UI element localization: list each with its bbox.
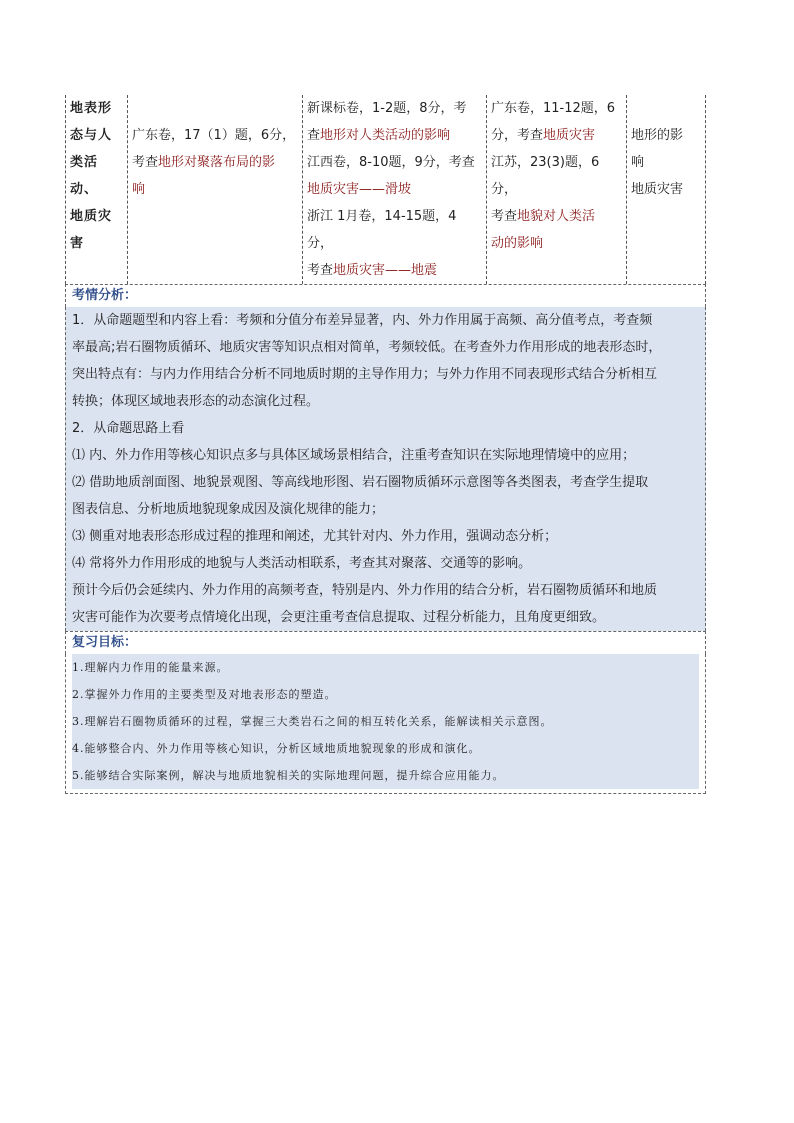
topic-line: 地表形	[70, 101, 113, 116]
year-2025-cell-b	[487, 95, 627, 284]
cell-line: 浙江 1月卷，14-15题，4分，	[307, 209, 457, 251]
goals-heading: 复习目标：	[65, 631, 706, 654]
cell-line: 考查地貌对人类活	[491, 209, 596, 224]
analysis-line: 2．从命题思路上看	[72, 421, 185, 436]
cell-line: 地质灾害	[631, 182, 684, 197]
topic-line: 地质灾	[70, 209, 113, 224]
analysis-line: ⑴ 内、外力作用等核心知识点多与具体区域场景相结合，注重考查知识在实际地理情境中的应用；	[72, 448, 636, 463]
cell-line: 考查地质灾害——地震	[307, 263, 438, 278]
analysis-line: 突出特点有：与内力作用结合分析不同地质时期的主导作用力；与外力作用不同表现形式结合分析相互	[72, 367, 658, 382]
topic-line: 害	[70, 236, 85, 251]
analysis-line: 1．从命题题型和内容上看：考频和分值分布差异显著，内、外力作用属于高频、高分值考点，考查频	[72, 313, 653, 328]
topic-line: 类活动、	[70, 155, 99, 197]
exam-table	[65, 95, 706, 284]
cell-line: 查地形对人类活动的影响	[307, 128, 451, 143]
goal-item: 4.能够整合内、外力作用等核心知识，分析区域地质地貌现象的形成和演化。	[72, 735, 699, 762]
trend-cell	[627, 95, 706, 284]
analysis-line: 率最高;岩石圈物质循环、地质灾害等知识点相对简单，考频较低。在考查外力作用形成的地表形态时，	[72, 340, 662, 355]
goal-item: 3.理解岩石圈物质循环的过程，掌握三大类岩石之间的相互转化关系，能解读相关示意图。	[72, 708, 699, 735]
year-2025-cell-a	[303, 95, 487, 284]
cell-line: 江西卷，8-10题，9分，考查	[307, 155, 475, 170]
year-2024-cell	[128, 95, 303, 284]
analysis-line: 图表信息、分析地质地貌现象成因及演化规律的能力；	[72, 502, 385, 517]
analysis-line: 转换；体现区域地表形态的动态演化过程。	[72, 394, 320, 409]
cell-line: 地形的影	[631, 128, 684, 143]
analysis-heading: 考情分析：	[65, 284, 706, 307]
cell-line: 分，考查地质灾害	[491, 128, 596, 143]
analysis-line: ⑶ 侧重对地表形态形成过程的推理和阐述，尤其针对内、外力作用，强调动态分析；	[72, 529, 558, 544]
cell-line: 动的影响	[491, 236, 544, 251]
analysis-line: ⑷ 常将外力作用形成的地貌与人类活动相联系，考查其对聚落、交通等的影响。	[72, 556, 532, 571]
table-row	[66, 95, 706, 284]
cell-line: 响	[631, 155, 645, 170]
goal-item: 5.能够结合实际案例，解决与地质地貌相关的实际地理问题，提升综合应用能力。	[72, 762, 699, 789]
cell-line: 广东卷，11-12题，6	[491, 101, 616, 116]
cell-line: 响	[132, 182, 146, 197]
content-frame	[65, 95, 706, 794]
cell-line: 考查地形对聚落布局的影	[132, 155, 276, 170]
topic-line: 态与人	[70, 128, 113, 143]
cell-line: 地质灾害——滑坡	[307, 182, 412, 197]
cell-line: 江苏，23(3)题，6分，	[491, 155, 600, 197]
analysis-line: 预计今后仍会延续内、外力作用的高频考查，特别是内、外力作用的结合分析，岩石圈物质循环和地质	[72, 583, 658, 598]
analysis-line: ⑵ 借助地质剖面图、地貌景观图、等高线地形图、岩石圈物质循环示意图等各类图表，考查学生提取	[72, 475, 649, 490]
goal-item: 2.掌握外力作用的主要类型及对地表形态的塑造。	[72, 681, 699, 708]
topic-cell	[66, 95, 128, 284]
analysis-block	[65, 307, 706, 631]
goals-block	[65, 654, 706, 794]
goal-item: 1.理解内力作用的能量来源。	[72, 654, 699, 681]
cell-line: 广东卷，17（1）题，6分，	[132, 128, 296, 143]
analysis-line: 灾害可能作为次要考点情境化出现，会更注重考查信息提取、过程分析能力，且角度更细致。	[72, 610, 606, 625]
cell-line: 新课标卷，1-2题，8分，考	[307, 101, 467, 116]
